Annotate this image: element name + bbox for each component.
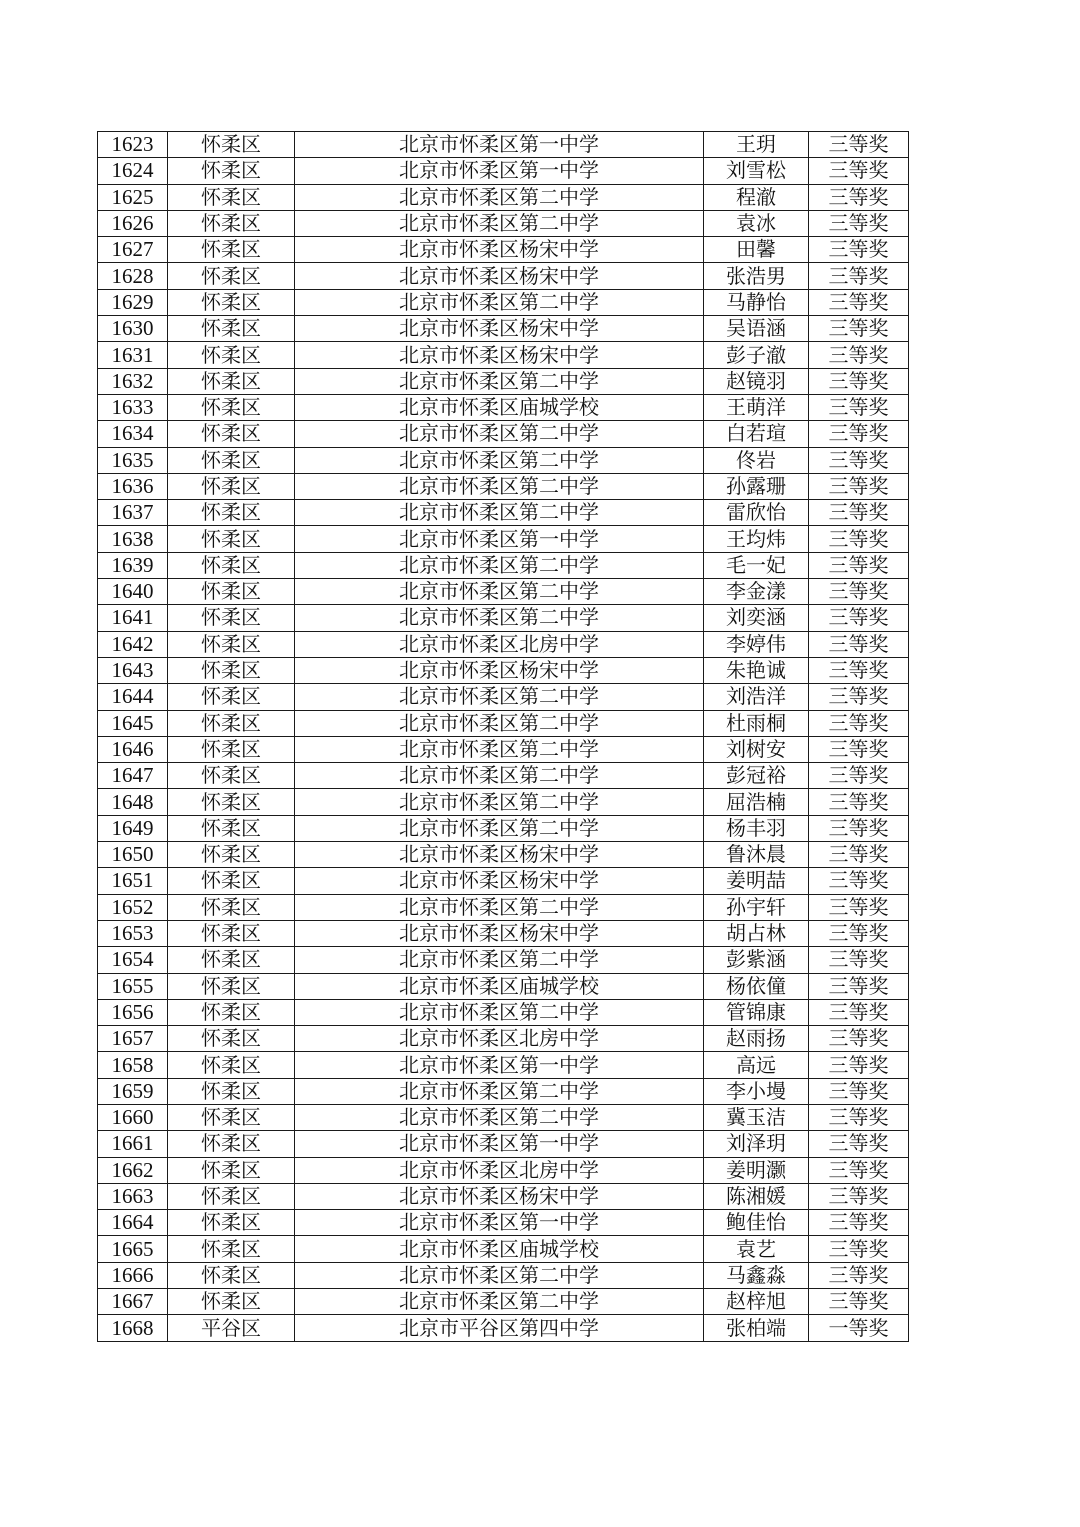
award-level-cell: 三等奖	[809, 1262, 909, 1288]
student-name-cell: 李婷伟	[704, 631, 809, 657]
district-cell: 怀柔区	[168, 316, 295, 342]
student-name-cell: 赵梓旭	[704, 1289, 809, 1315]
district-cell: 怀柔区	[168, 868, 295, 894]
school-cell: 北京市怀柔区第二中学	[295, 579, 704, 605]
serial-number-cell: 1641	[98, 605, 168, 631]
school-cell: 北京市怀柔区第一中学	[295, 1131, 704, 1157]
table-row	[98, 736, 909, 762]
student-name-cell: 姜明喆	[704, 868, 809, 894]
district-cell: 怀柔区	[168, 631, 295, 657]
table-row	[98, 842, 909, 868]
award-level-cell: 三等奖	[809, 1104, 909, 1130]
district-cell: 怀柔区	[168, 1236, 295, 1262]
student-name-cell: 佟岩	[704, 447, 809, 473]
serial-number-cell: 1633	[98, 394, 168, 420]
district-cell: 怀柔区	[168, 947, 295, 973]
serial-number-cell: 1623	[98, 132, 168, 158]
serial-number-cell: 1625	[98, 184, 168, 210]
table-row	[98, 763, 909, 789]
district-cell: 怀柔区	[168, 1052, 295, 1078]
student-name-cell: 彭子澈	[704, 342, 809, 368]
award-level-cell: 三等奖	[809, 421, 909, 447]
table-row	[98, 920, 909, 946]
table-row	[98, 684, 909, 710]
district-cell: 怀柔区	[168, 184, 295, 210]
student-name-cell: 刘树安	[704, 736, 809, 762]
school-cell: 北京市怀柔区第二中学	[295, 789, 704, 815]
table-row	[98, 158, 909, 184]
serial-number-cell: 1652	[98, 894, 168, 920]
school-cell: 北京市怀柔区第二中学	[295, 710, 704, 736]
school-cell: 北京市怀柔区庙城学校	[295, 1236, 704, 1262]
student-name-cell: 李金漾	[704, 579, 809, 605]
student-name-cell: 张柏端	[704, 1315, 809, 1341]
award-level-cell: 三等奖	[809, 1052, 909, 1078]
student-name-cell: 孙露珊	[704, 473, 809, 499]
table-row	[98, 368, 909, 394]
school-cell: 北京市怀柔区第一中学	[295, 132, 704, 158]
school-cell: 北京市怀柔区第一中学	[295, 158, 704, 184]
district-cell: 怀柔区	[168, 1078, 295, 1104]
district-cell: 怀柔区	[168, 579, 295, 605]
school-cell: 北京市怀柔区第一中学	[295, 1210, 704, 1236]
table-row	[98, 1078, 909, 1104]
student-name-cell: 李小墁	[704, 1078, 809, 1104]
district-cell: 怀柔区	[168, 789, 295, 815]
table-row	[98, 1315, 909, 1341]
student-name-cell: 彭紫涵	[704, 947, 809, 973]
table-row	[98, 447, 909, 473]
school-cell: 北京市怀柔区第二中学	[295, 210, 704, 236]
school-cell: 北京市怀柔区第二中学	[295, 447, 704, 473]
school-cell: 北京市怀柔区第二中学	[295, 763, 704, 789]
school-cell: 北京市怀柔区第二中学	[295, 552, 704, 578]
student-name-cell: 屈浩楠	[704, 789, 809, 815]
student-name-cell: 杜雨桐	[704, 710, 809, 736]
table-row	[98, 1183, 909, 1209]
district-cell: 怀柔区	[168, 1210, 295, 1236]
award-level-cell: 三等奖	[809, 1183, 909, 1209]
student-name-cell: 鲍佳怡	[704, 1210, 809, 1236]
school-cell: 北京市怀柔区杨宋中学	[295, 237, 704, 263]
award-level-cell: 三等奖	[809, 579, 909, 605]
school-cell: 北京市平谷区第四中学	[295, 1315, 704, 1341]
district-cell: 怀柔区	[168, 763, 295, 789]
student-name-cell: 管锦康	[704, 999, 809, 1025]
school-cell: 北京市怀柔区第二中学	[295, 1104, 704, 1130]
student-name-cell: 刘奕涵	[704, 605, 809, 631]
table-row	[98, 210, 909, 236]
serial-number-cell: 1642	[98, 631, 168, 657]
award-level-cell: 三等奖	[809, 526, 909, 552]
table-row	[98, 947, 909, 973]
district-cell: 怀柔区	[168, 894, 295, 920]
school-cell: 北京市怀柔区第二中学	[295, 947, 704, 973]
district-cell: 怀柔区	[168, 132, 295, 158]
table-row	[98, 894, 909, 920]
student-name-cell: 杨丰羽	[704, 815, 809, 841]
school-cell: 北京市怀柔区第二中学	[295, 421, 704, 447]
table-row	[98, 1104, 909, 1130]
serial-number-cell: 1665	[98, 1236, 168, 1262]
serial-number-cell: 1650	[98, 842, 168, 868]
student-name-cell: 高远	[704, 1052, 809, 1078]
district-cell: 平谷区	[168, 1315, 295, 1341]
serial-number-cell: 1628	[98, 263, 168, 289]
school-cell: 北京市怀柔区杨宋中学	[295, 657, 704, 683]
student-name-cell: 马鑫淼	[704, 1262, 809, 1288]
district-cell: 怀柔区	[168, 710, 295, 736]
school-cell: 北京市怀柔区第二中学	[295, 1078, 704, 1104]
school-cell: 北京市怀柔区第二中学	[295, 736, 704, 762]
award-level-cell: 三等奖	[809, 842, 909, 868]
school-cell: 北京市怀柔区庙城学校	[295, 394, 704, 420]
table-row	[98, 473, 909, 499]
student-name-cell: 鲁沐晨	[704, 842, 809, 868]
award-level-cell: 三等奖	[809, 999, 909, 1025]
student-name-cell: 程澈	[704, 184, 809, 210]
award-level-cell: 三等奖	[809, 368, 909, 394]
serial-number-cell: 1660	[98, 1104, 168, 1130]
student-name-cell: 刘泽玥	[704, 1131, 809, 1157]
award-table	[97, 131, 909, 1342]
district-cell: 怀柔区	[168, 973, 295, 999]
table-row	[98, 710, 909, 736]
school-cell: 北京市怀柔区第二中学	[295, 184, 704, 210]
table-row	[98, 421, 909, 447]
serial-number-cell: 1643	[98, 657, 168, 683]
district-cell: 怀柔区	[168, 342, 295, 368]
serial-number-cell: 1635	[98, 447, 168, 473]
school-cell: 北京市怀柔区杨宋中学	[295, 342, 704, 368]
student-name-cell: 田馨	[704, 237, 809, 263]
table-row	[98, 394, 909, 420]
table-row	[98, 657, 909, 683]
award-level-cell: 三等奖	[809, 868, 909, 894]
district-cell: 怀柔区	[168, 473, 295, 499]
student-name-cell: 王萌洋	[704, 394, 809, 420]
district-cell: 怀柔区	[168, 289, 295, 315]
serial-number-cell: 1632	[98, 368, 168, 394]
serial-number-cell: 1626	[98, 210, 168, 236]
student-name-cell: 袁艺	[704, 1236, 809, 1262]
serial-number-cell: 1651	[98, 868, 168, 894]
district-cell: 怀柔区	[168, 1262, 295, 1288]
school-cell: 北京市怀柔区杨宋中学	[295, 263, 704, 289]
student-name-cell: 张浩男	[704, 263, 809, 289]
table-row	[98, 605, 909, 631]
serial-number-cell: 1667	[98, 1289, 168, 1315]
serial-number-cell: 1646	[98, 736, 168, 762]
district-cell: 怀柔区	[168, 552, 295, 578]
table-row	[98, 289, 909, 315]
school-cell: 北京市怀柔区第二中学	[295, 368, 704, 394]
award-level-cell: 三等奖	[809, 763, 909, 789]
table-row	[98, 500, 909, 526]
award-level-cell: 一等奖	[809, 1315, 909, 1341]
serial-number-cell: 1645	[98, 710, 168, 736]
award-level-cell: 三等奖	[809, 657, 909, 683]
student-name-cell: 陈湘媛	[704, 1183, 809, 1209]
school-cell: 北京市怀柔区第二中学	[295, 1289, 704, 1315]
award-level-cell: 三等奖	[809, 1078, 909, 1104]
student-name-cell: 吴语涵	[704, 316, 809, 342]
school-cell: 北京市怀柔区庙城学校	[295, 973, 704, 999]
serial-number-cell: 1664	[98, 1210, 168, 1236]
serial-number-cell: 1661	[98, 1131, 168, 1157]
serial-number-cell: 1629	[98, 289, 168, 315]
school-cell: 北京市怀柔区第二中学	[295, 289, 704, 315]
table-row	[98, 1026, 909, 1052]
award-level-cell: 三等奖	[809, 1157, 909, 1183]
school-cell: 北京市怀柔区第一中学	[295, 1052, 704, 1078]
award-level-cell: 三等奖	[809, 552, 909, 578]
serial-number-cell: 1653	[98, 920, 168, 946]
student-name-cell: 姜明灏	[704, 1157, 809, 1183]
school-cell: 北京市怀柔区杨宋中学	[295, 1183, 704, 1209]
serial-number-cell: 1624	[98, 158, 168, 184]
table-row	[98, 1157, 909, 1183]
award-level-cell: 三等奖	[809, 447, 909, 473]
district-cell: 怀柔区	[168, 526, 295, 552]
table-row	[98, 316, 909, 342]
student-name-cell: 彭冠裕	[704, 763, 809, 789]
award-level-cell: 三等奖	[809, 894, 909, 920]
serial-number-cell: 1648	[98, 789, 168, 815]
table-row	[98, 132, 909, 158]
school-cell: 北京市怀柔区杨宋中学	[295, 868, 704, 894]
table-row	[98, 1262, 909, 1288]
student-name-cell: 杨依僮	[704, 973, 809, 999]
district-cell: 怀柔区	[168, 421, 295, 447]
school-cell: 北京市怀柔区第二中学	[295, 815, 704, 841]
student-name-cell: 王均炜	[704, 526, 809, 552]
award-table-body	[98, 132, 909, 1342]
school-cell: 北京市怀柔区北房中学	[295, 1026, 704, 1052]
school-cell: 北京市怀柔区第二中学	[295, 1262, 704, 1288]
serial-number-cell: 1655	[98, 973, 168, 999]
district-cell: 怀柔区	[168, 158, 295, 184]
district-cell: 怀柔区	[168, 736, 295, 762]
award-level-cell: 三等奖	[809, 184, 909, 210]
student-name-cell: 王玥	[704, 132, 809, 158]
award-level-cell: 三等奖	[809, 132, 909, 158]
table-row	[98, 1131, 909, 1157]
school-cell: 北京市怀柔区杨宋中学	[295, 316, 704, 342]
student-name-cell: 白若瑄	[704, 421, 809, 447]
district-cell: 怀柔区	[168, 210, 295, 236]
serial-number-cell: 1631	[98, 342, 168, 368]
table-row	[98, 1289, 909, 1315]
award-level-cell: 三等奖	[809, 289, 909, 315]
award-level-cell: 三等奖	[809, 947, 909, 973]
table-row	[98, 631, 909, 657]
serial-number-cell: 1627	[98, 237, 168, 263]
table-row	[98, 526, 909, 552]
table-row	[98, 789, 909, 815]
serial-number-cell: 1662	[98, 1157, 168, 1183]
award-level-cell: 三等奖	[809, 684, 909, 710]
district-cell: 怀柔区	[168, 394, 295, 420]
school-cell: 北京市怀柔区杨宋中学	[295, 842, 704, 868]
award-level-cell: 三等奖	[809, 473, 909, 499]
district-cell: 怀柔区	[168, 1026, 295, 1052]
award-level-cell: 三等奖	[809, 1210, 909, 1236]
serial-number-cell: 1663	[98, 1183, 168, 1209]
award-level-cell: 三等奖	[809, 815, 909, 841]
student-name-cell: 袁冰	[704, 210, 809, 236]
table-row	[98, 552, 909, 578]
serial-number-cell: 1656	[98, 999, 168, 1025]
award-level-cell: 三等奖	[809, 1236, 909, 1262]
serial-number-cell: 1647	[98, 763, 168, 789]
district-cell: 怀柔区	[168, 920, 295, 946]
award-level-cell: 三等奖	[809, 789, 909, 815]
serial-number-cell: 1659	[98, 1078, 168, 1104]
district-cell: 怀柔区	[168, 605, 295, 631]
student-name-cell: 赵镜羽	[704, 368, 809, 394]
serial-number-cell: 1666	[98, 1262, 168, 1288]
district-cell: 怀柔区	[168, 842, 295, 868]
table-row	[98, 579, 909, 605]
table-row	[98, 868, 909, 894]
school-cell: 北京市怀柔区北房中学	[295, 631, 704, 657]
serial-number-cell: 1637	[98, 500, 168, 526]
school-cell: 北京市怀柔区第二中学	[295, 500, 704, 526]
table-row	[98, 1210, 909, 1236]
district-cell: 怀柔区	[168, 1104, 295, 1130]
award-level-cell: 三等奖	[809, 1131, 909, 1157]
table-row	[98, 815, 909, 841]
award-level-cell: 三等奖	[809, 973, 909, 999]
award-level-cell: 三等奖	[809, 500, 909, 526]
student-name-cell: 毛一妃	[704, 552, 809, 578]
serial-number-cell: 1657	[98, 1026, 168, 1052]
district-cell: 怀柔区	[168, 657, 295, 683]
district-cell: 怀柔区	[168, 1183, 295, 1209]
school-cell: 北京市怀柔区第二中学	[295, 894, 704, 920]
award-level-cell: 三等奖	[809, 316, 909, 342]
student-name-cell: 赵雨扬	[704, 1026, 809, 1052]
school-cell: 北京市怀柔区第二中学	[295, 999, 704, 1025]
table-row	[98, 999, 909, 1025]
award-level-cell: 三等奖	[809, 342, 909, 368]
table-row	[98, 1236, 909, 1262]
award-level-cell: 三等奖	[809, 1289, 909, 1315]
table-row	[98, 237, 909, 263]
serial-number-cell: 1638	[98, 526, 168, 552]
award-level-cell: 三等奖	[809, 263, 909, 289]
table-row	[98, 1052, 909, 1078]
school-cell: 北京市怀柔区第二中学	[295, 473, 704, 499]
serial-number-cell: 1636	[98, 473, 168, 499]
school-cell: 北京市怀柔区北房中学	[295, 1157, 704, 1183]
district-cell: 怀柔区	[168, 263, 295, 289]
table-row	[98, 263, 909, 289]
serial-number-cell: 1668	[98, 1315, 168, 1341]
serial-number-cell: 1658	[98, 1052, 168, 1078]
district-cell: 怀柔区	[168, 500, 295, 526]
school-cell: 北京市怀柔区杨宋中学	[295, 920, 704, 946]
district-cell: 怀柔区	[168, 999, 295, 1025]
district-cell: 怀柔区	[168, 368, 295, 394]
school-cell: 北京市怀柔区第二中学	[295, 605, 704, 631]
student-name-cell: 胡占林	[704, 920, 809, 946]
student-name-cell: 马静怡	[704, 289, 809, 315]
award-level-cell: 三等奖	[809, 605, 909, 631]
district-cell: 怀柔区	[168, 237, 295, 263]
district-cell: 怀柔区	[168, 815, 295, 841]
serial-number-cell: 1634	[98, 421, 168, 447]
award-level-cell: 三等奖	[809, 1026, 909, 1052]
school-cell: 北京市怀柔区第二中学	[295, 684, 704, 710]
serial-number-cell: 1654	[98, 947, 168, 973]
award-level-cell: 三等奖	[809, 394, 909, 420]
table-row	[98, 184, 909, 210]
award-level-cell: 三等奖	[809, 920, 909, 946]
school-cell: 北京市怀柔区第一中学	[295, 526, 704, 552]
table-row	[98, 342, 909, 368]
student-name-cell: 朱艳诚	[704, 657, 809, 683]
award-level-cell: 三等奖	[809, 210, 909, 236]
table-row	[98, 973, 909, 999]
serial-number-cell: 1630	[98, 316, 168, 342]
award-level-cell: 三等奖	[809, 710, 909, 736]
student-name-cell: 雷欣怡	[704, 500, 809, 526]
district-cell: 怀柔区	[168, 447, 295, 473]
student-name-cell: 刘浩洋	[704, 684, 809, 710]
district-cell: 怀柔区	[168, 684, 295, 710]
district-cell: 怀柔区	[168, 1131, 295, 1157]
district-cell: 怀柔区	[168, 1157, 295, 1183]
award-level-cell: 三等奖	[809, 158, 909, 184]
district-cell: 怀柔区	[168, 1289, 295, 1315]
student-name-cell: 刘雪松	[704, 158, 809, 184]
serial-number-cell: 1649	[98, 815, 168, 841]
award-level-cell: 三等奖	[809, 237, 909, 263]
award-level-cell: 三等奖	[809, 631, 909, 657]
serial-number-cell: 1644	[98, 684, 168, 710]
award-level-cell: 三等奖	[809, 736, 909, 762]
serial-number-cell: 1640	[98, 579, 168, 605]
serial-number-cell: 1639	[98, 552, 168, 578]
student-name-cell: 孙宇轩	[704, 894, 809, 920]
student-name-cell: 冀玉洁	[704, 1104, 809, 1130]
